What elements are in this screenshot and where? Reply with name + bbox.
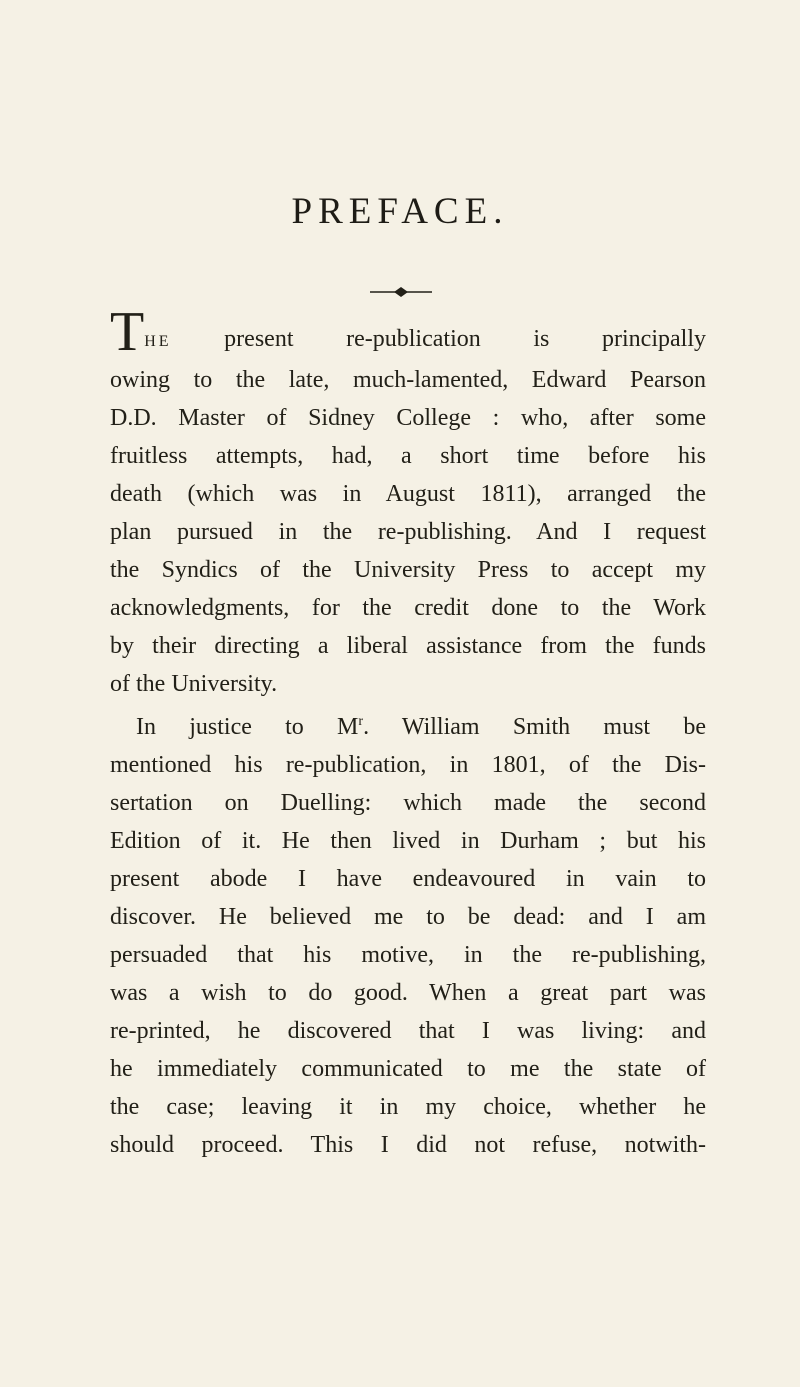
- superscript: r: [358, 714, 364, 729]
- text-line: [110, 703, 706, 746]
- drop-cap: T: [110, 301, 145, 363]
- text-line: by their directing a liberal assistance from the funds: [110, 633, 706, 659]
- text-line: re-printed, he discovered that I was living: and: [110, 1018, 706, 1044]
- text-line: persuaded that his motive, in the re-publishing,: [110, 942, 706, 968]
- text-line: sertation on Duelling: which made the second: [110, 790, 706, 816]
- text-line: mentioned his re-publication, in 1801, of the Dis-: [110, 752, 706, 778]
- smallcaps-word: HE: [144, 333, 172, 350]
- text-line: death (which was in August 1811), arranged the: [110, 481, 706, 507]
- text-line: fruitless attempts, had, a short time before his: [110, 443, 706, 469]
- text-line: he immediately communicated to me the state of: [110, 1056, 706, 1082]
- text-line: D.D. Master of Sidney College : who, after some: [110, 405, 706, 431]
- text-line: discover. He believed me to be dead: and I am: [110, 904, 706, 930]
- text-line: owing to the late, much-lamented, Edward Pearson: [110, 367, 706, 393]
- line-text: present re-publication is principally: [171, 326, 706, 352]
- preface-body: [110, 301, 706, 1164]
- text-line: acknowledgments, for the credit done to the Work: [110, 595, 706, 621]
- ornamental-rule-icon: [370, 286, 432, 298]
- text-line: present abode I have endeavoured in vain to: [110, 866, 706, 892]
- text-line: was a wish to do good. When a great part was: [110, 980, 706, 1006]
- paragraph-1: [110, 301, 706, 703]
- text-line: plan pursued in the re-publishing. And I request: [110, 519, 706, 545]
- line-text: . William Smith must be: [363, 714, 706, 740]
- text-line: should proceed. This I did not refuse, notwith-: [110, 1132, 706, 1158]
- paragraph-2: [110, 703, 706, 1164]
- text-line: [110, 301, 706, 363]
- text-line: Edition of it. He then lived in Durham ; but his: [110, 828, 706, 854]
- text-line: the case; leaving it in my choice, whether he: [110, 1094, 706, 1120]
- text-line: the Syndics of the University Press to accept my: [110, 557, 706, 583]
- line-text: In justice to M: [136, 714, 359, 740]
- page-title: PREFACE.: [291, 191, 509, 232]
- text-line: of the University.: [110, 671, 278, 697]
